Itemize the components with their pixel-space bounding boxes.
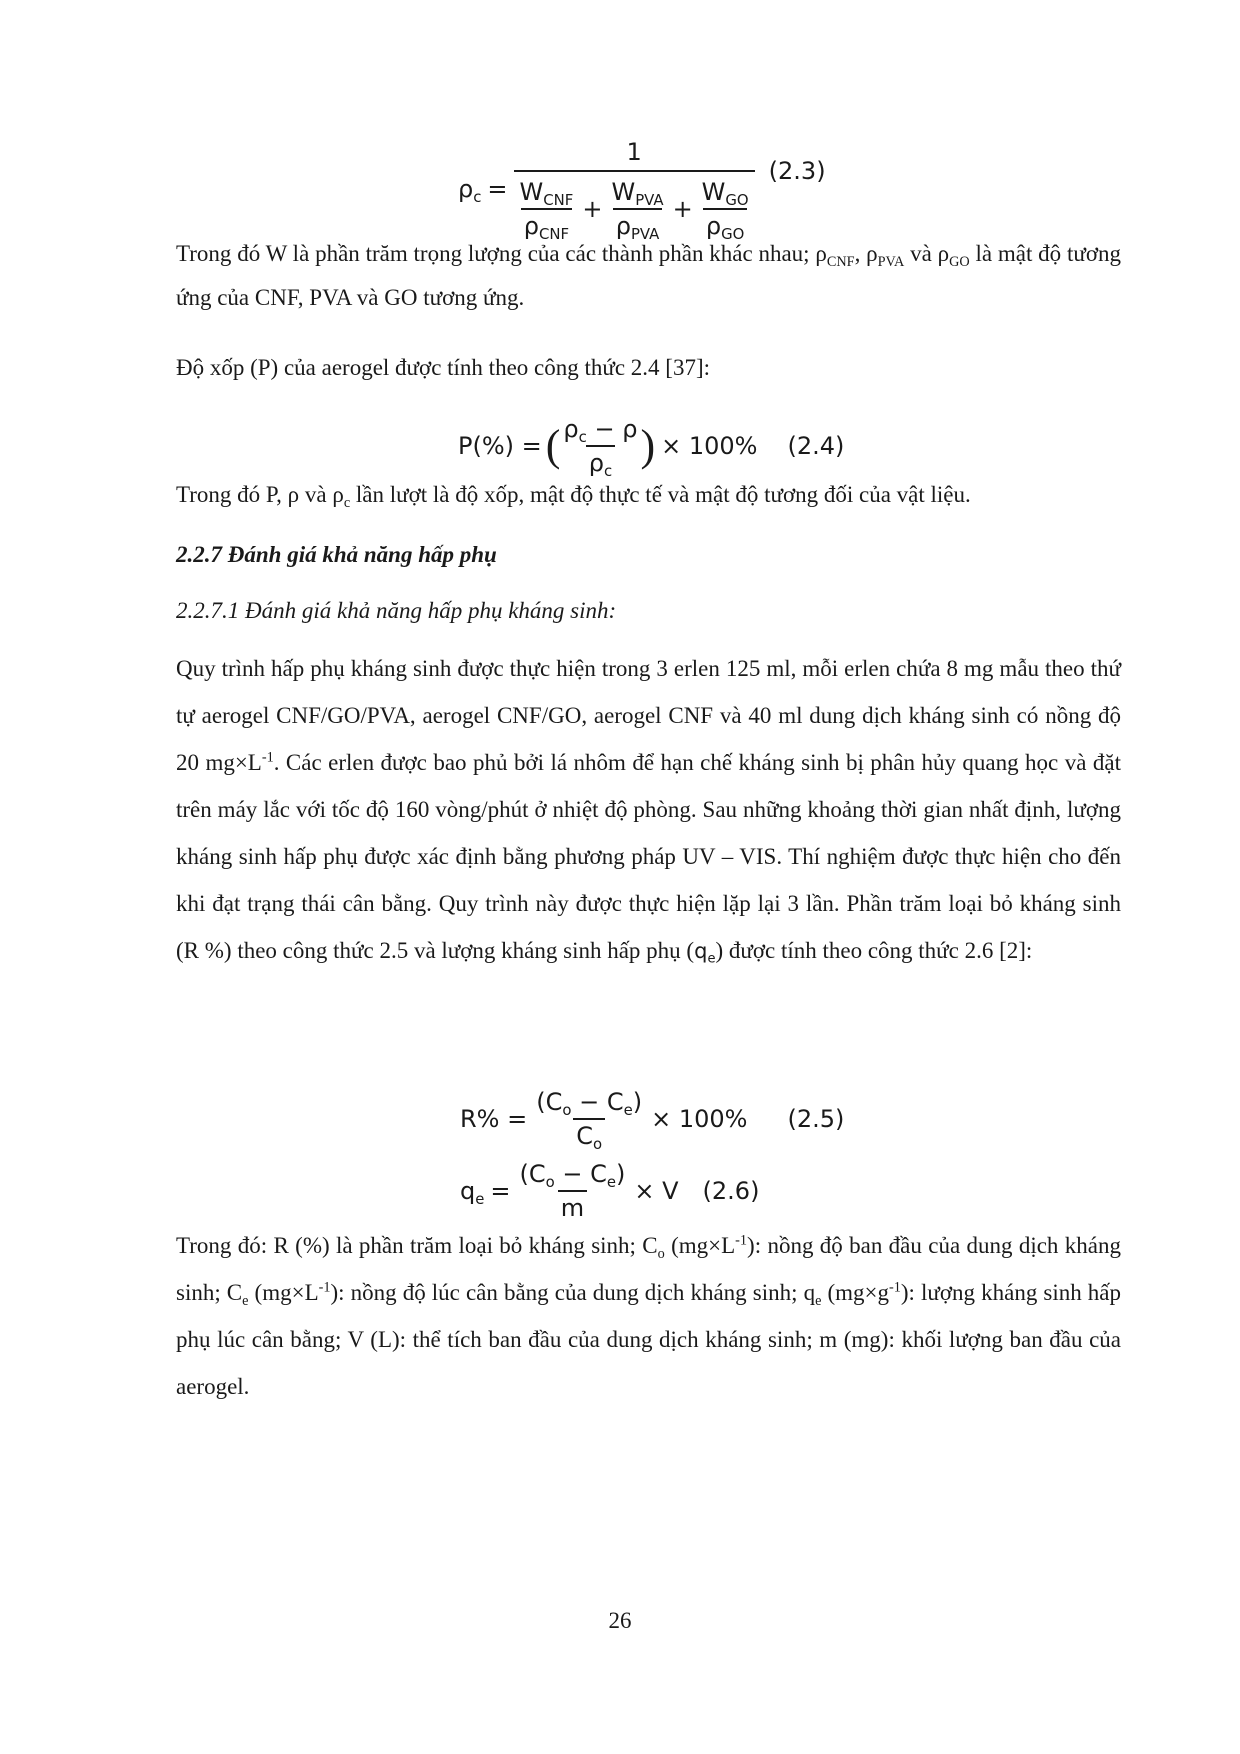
eq-2-3-equals: = [487, 175, 508, 203]
page-number: 26 [608, 1608, 632, 1633]
equation-2-4: P(%) = ( $\frac{\rho_c - \rho}{\rho_c}$ ) × 100% (2.4) [458, 415, 845, 481]
equation-2-3 [458, 138, 826, 244]
paragraph-weight-definition: Trong đó W là phần trăm trọng lượng của các thành phần khác nhau; $\rho_{CNF}$, $\rho_{PVA}$ và $\rho_{GO}$ là mật độ tương ứng của CNF, PVA và GO tương ứng. [176, 241, 1121, 310]
eq-2-3-term-go: $\frac{W_{GO}}{\rho_{GO}}$ [701, 178, 749, 244]
eq-2-3-term-cnf: $\frac{W_{CNF}}{\rho_{CNF}}$ [519, 178, 574, 244]
paragraph-porosity-definition: Trong đó P, ρ và $\rho_c$ lần lượt là độ xốp, mật độ thực tế và mật độ tương đối của vật liệu. [176, 482, 971, 511]
eq-2-3-lhs: $\rho_c$ [458, 175, 482, 207]
eq-2-5-rest: × 100% [651, 1105, 748, 1133]
eq-2-6-label: (2.6) [702, 1177, 760, 1205]
eq-2-4-label: (2.4) [787, 432, 845, 460]
eq-2-4-fraction: $\frac{\rho_c - \rho}{\rho_c}$ [563, 415, 638, 481]
eq-2-4-rest: × 100% [661, 432, 758, 460]
paragraph-porosity-intro: Độ xốp (P) của aerogel được tính theo công thức 2.4 [37]: [176, 355, 711, 380]
equation-2-6: $q_e$ = $\frac{(C_o - C_e)}{m}$ × V (2.6) [460, 1160, 760, 1222]
eq-2-5-fraction: $\frac{(C_o - C_e)}{C_o}$ [536, 1088, 643, 1154]
eq-2-6-lhs: $q_e$ [460, 1177, 485, 1209]
subsection-heading-2-2-7-1: 2.2.7.1 Đánh giá khả năng hấp phụ kháng sinh: [176, 598, 617, 623]
paragraph-variable-definitions: Trong đó: R (%) là phần trăm loại bỏ kháng sinh; $C_o$ $(mg\times L^{-1})$: nồng độ ban đầu của dung dịch kháng sinh; $C_e$ $(mg\times L^{-1})$: nồng độ lúc cân bằng của dung dịch kháng sinh; $q_e$ $(mg\times g^{-1})$: lượng kháng sinh hấp phụ lúc cân bằng; V (L): thể tích ban đầu của dung dịch kháng sinh; m (mg): khối lượng ban đầu của aerogel. [176, 1232, 1122, 1399]
eq-2-6-fraction: $\frac{(C_o - C_e)}{m}$ [519, 1160, 626, 1222]
eq-2-5-lhs: R% = [460, 1105, 528, 1133]
paragraph-procedure: Quy trình hấp phụ kháng sinh được thực hiện trong 3 erlen 125 ml, mỗi erlen chứa 8 mg mẫu theo thứ tự aerogel CNF/GO/PVA, aerogel CNF/GO, aerogel CNF và 40 ml dung dịch kháng sinh có nồng độ 20 $mg\times L^{-1}$. Các erlen được bao phủ bởi lá nhôm để hạn chế kháng sinh bị phân hủy quang học và đặt trên máy lắc với tốc độ 160 vòng/phút ở nhiệt độ phòng. Sau những khoảng thời gian nhất định, lượng kháng sinh hấp phụ được xác định bằng phương pháp UV – VIS. Thí nghiệm được thực hiện cho đến khi đạt trạng thái cân bằng. Quy trình này được thực hiện lặp lại 3 lần. Phần trăm loại bỏ kháng sinh (R %) theo công thức 2.5 và lượng kháng sinh hấp phụ $(q_e)$ được tính theo công thức 2.6 [2]: [176, 656, 1121, 967]
section-heading-2-2-7: 2.2.7 Đánh giá khả năng hấp phụ [176, 542, 497, 567]
eq-2-6-rest: × V [634, 1177, 679, 1205]
eq-2-4-lhs: P(%) = [458, 432, 542, 460]
eq-2-5-label: (2.5) [787, 1105, 845, 1133]
eq-2-3-label: (2.3) [768, 157, 826, 185]
equation-2-5 [460, 1088, 845, 1154]
eq-2-3-term-pva: $\frac{W_{PVA}}{\rho_{PVA}}$ [611, 178, 664, 244]
eq-2-3-main-fraction: 1 $\frac{W_{CNF}}{\rho_{CNF}}$ + $\frac{W_{PVA}}{\rho_{PVA}}$ + $\frac{W_{GO}}{\rho_{GO}}$ [514, 138, 755, 240]
